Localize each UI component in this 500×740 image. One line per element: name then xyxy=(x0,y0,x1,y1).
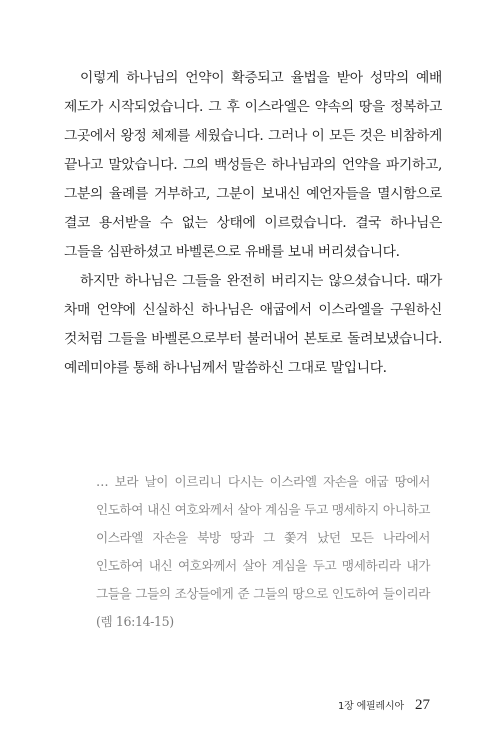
quote-text: … 보라 날이 이르리니 다시는 이스라엘 자손을 애굽 땅에서 인도하여 내신 여호와께서 살아 계심을 두고 맹세하지 아니하고 이스라엘 자손을 북방 땅과 그 쫓겨 났던 모든 나라에서 인도하여 내신 여호와께서 살아 계심을 두고 맹세하리라 내가 그들을 그들의 조상들에게 준 그들의 땅으로 인도하여 들이리라 (렘 16:14-15) xyxy=(96,474,430,629)
body-text xyxy=(64,64,442,383)
chapter-title: 1장 에필레시아 xyxy=(338,701,404,712)
scripture-quote xyxy=(96,468,430,636)
paragraph-2: 하지만 하나님은 그들을 완전히 버리지는 않으셨습니다. 때가 차매 언약에 신실하신 하나님은 애굽에서 이스라엘을 구원하신 것처럼 그들을 바벨론으로부터 불러내어 본토로 돌려보냈습니다. 예레미야를 통해 하나님께서 말씀하신 그대로 말입니다. xyxy=(64,273,442,376)
page-footer xyxy=(338,694,430,714)
paragraph-1: 이렇게 하나님의 언약이 확증되고 율법을 받아 성막의 예배 제도가 시작되었습니다. 그 후 이스라엘은 약속의 땅을 정복하고 그곳에서 왕정 체제를 세웠습니다. 그러나 이 모든 것은 비참하게 끝나고 말았습니다. 그의 백성들은 하나님과의 언약을 파기하고, 그분의 율례를 거부하고, 그분이 보내신 예언자들을 멸시함으로 결코 용서받을 수 없는 상태에 이르렀습니다. 결국 하나님은 그들을 심판하셨고 바벨론으로 유배를 보내 버리셨습니다. xyxy=(64,70,442,260)
page-number: 27 xyxy=(415,697,430,713)
